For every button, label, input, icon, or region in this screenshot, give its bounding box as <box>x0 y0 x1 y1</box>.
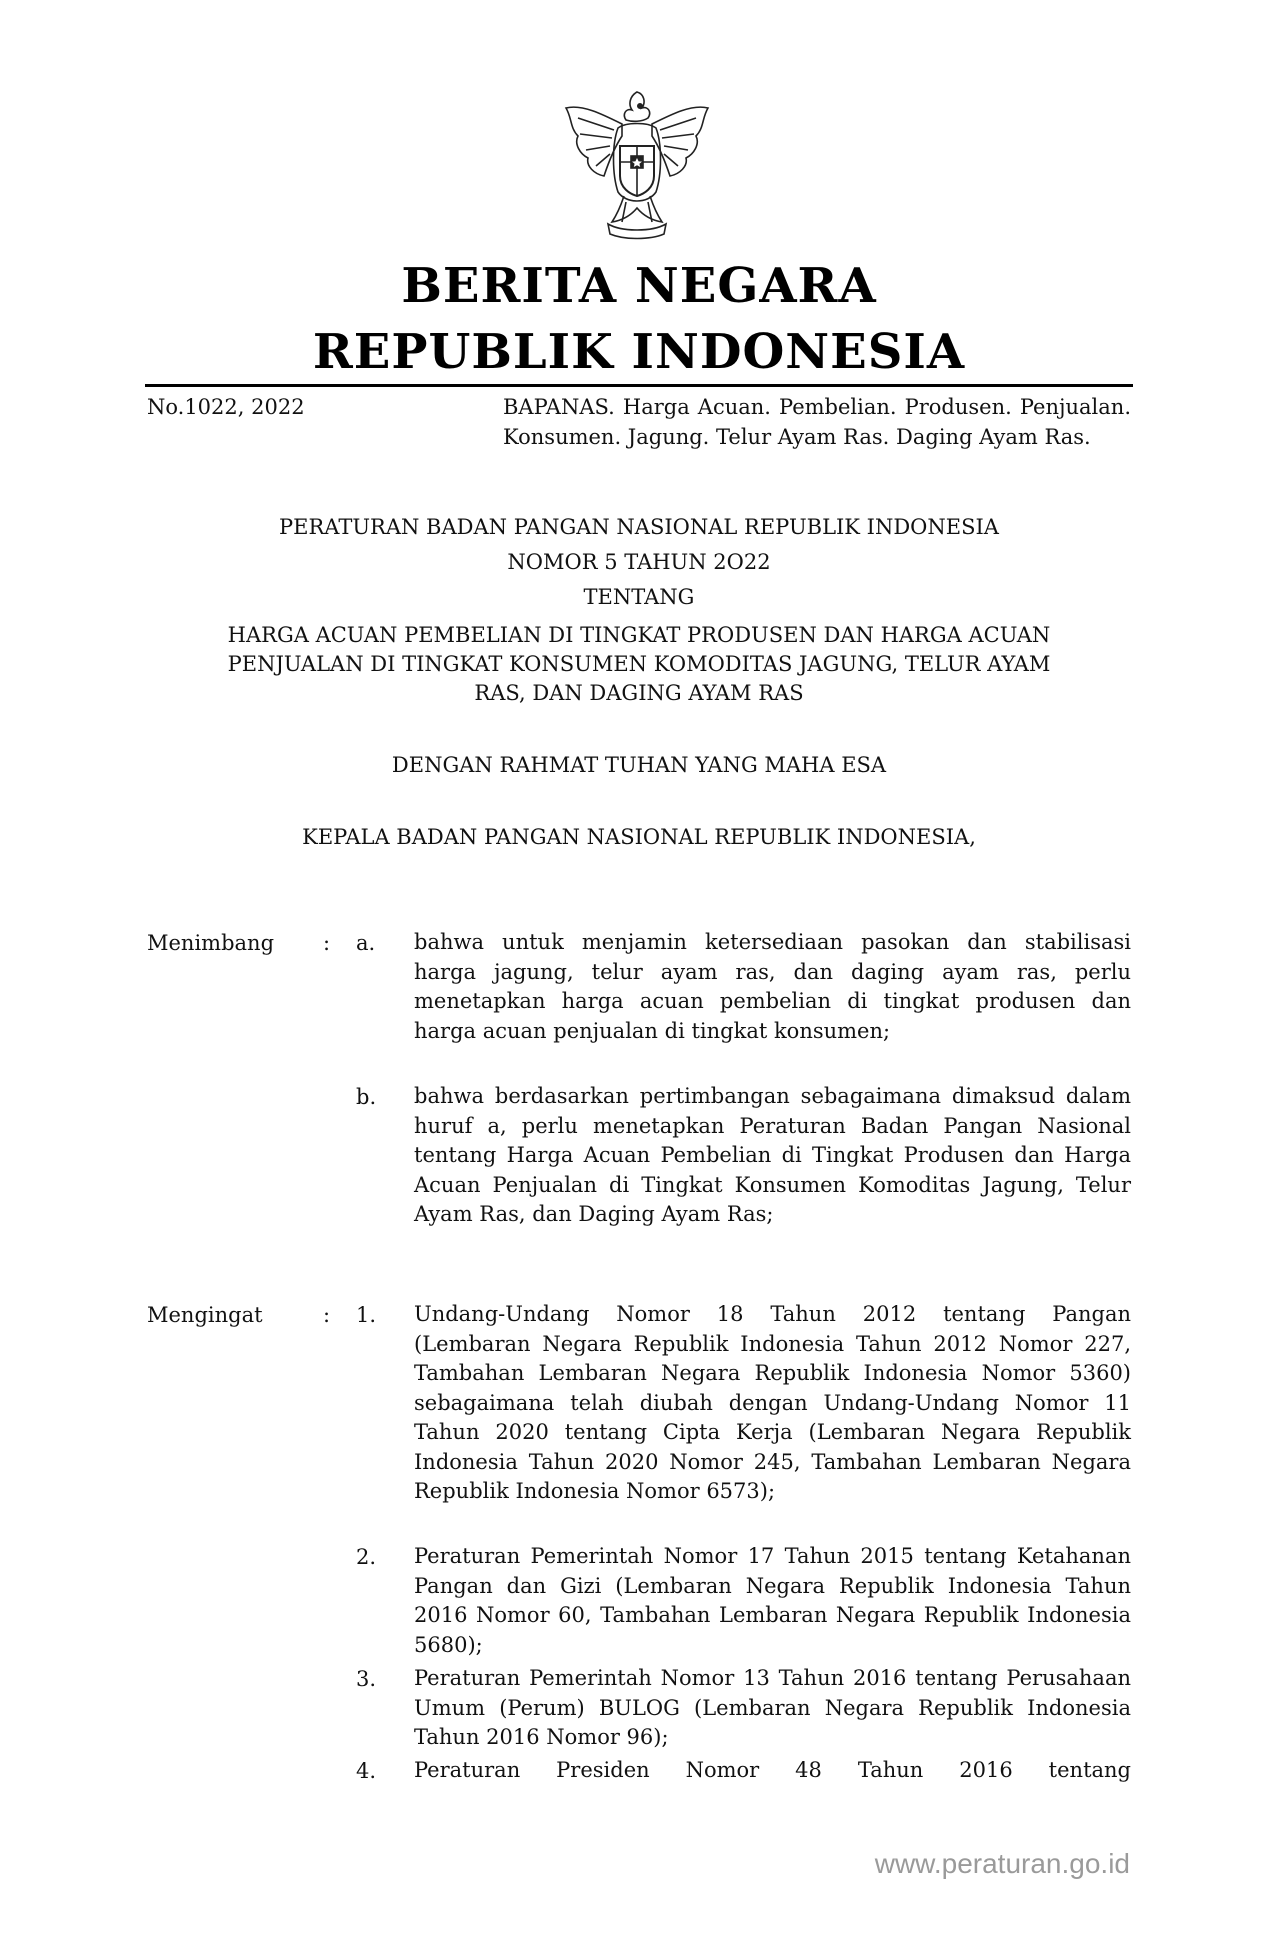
list-item: Undang-Undang Nomor 18 Tahun 2012 tentang Pangan (Lembaran Negara Republik Indonesia Tahun 2012 Nomor 227, Tambahan Lembaran Negara Republik Indonesia Nomor 5360) sebagaimana telah diubah dengan Undang-Undang Nomor 11 Tahun 2020 tentang Cipta Kerja (Lembaran Negara Republik Indonesia Tahun 2020 Nomor 245, Tambahan Lembaran Negara Republik Indonesia Nomor 6573); <box>414 1302 1131 1503</box>
mengingat-colon: : <box>323 1303 331 1327</box>
website-watermark: www.peraturan.go.id <box>874 1848 1130 1879</box>
issuing-authority: KEPALA BADAN PANGAN NASIONAL REPUBLIK INDONESIA, <box>302 825 976 849</box>
regulation-subject-line: RAS, DAN DAGING AYAM RAS <box>474 681 804 705</box>
menimbang-colon: : <box>323 931 331 955</box>
list-marker: 1. <box>356 1303 377 1327</box>
document-subject: BAPANAS. Harga Acuan. Pembelian. Produsen. Penjualan. Konsumen. Jagung. Telur Ayam Ras. Daging Ayam Ras. <box>503 395 1131 449</box>
document-number: No.1022, 2022 <box>147 395 305 419</box>
list-item: bahwa untuk menjamin ketersediaan pasokan dan stabilisasi harga jagung, telur ayam ras, dan daging ayam ras, perlu menetapkan harga acuan pembelian di tingkat produsen dan harga acuan penjualan di tingkat konsumen; <box>414 930 1131 1043</box>
regulation-number: NOMOR 5 TAHUN 2O22 <box>507 550 771 574</box>
masthead-rule <box>145 384 1133 387</box>
list-item: Peraturan Presiden Nomor 48 Tahun 2016 tentang <box>414 1758 1131 1782</box>
regulation-about: TENTANG <box>583 585 695 609</box>
list-marker: a. <box>356 931 376 955</box>
masthead-subtitle: REPUBLIK INDONESIA <box>312 324 966 380</box>
menimbang-label: Menimbang <box>147 931 275 955</box>
list-item: bahwa berdasarkan pertimbangan sebagaimana dimaksud dalam huruf a, perlu menetapkan Peraturan Badan Pangan Nasional tentang Harga Acuan Pembelian di Tingkat Produsen dan Harga Acuan Penjualan di Tingkat Konsumen Komoditas Jagung, Telur Ayam Ras, dan Daging Ayam Ras; <box>414 1084 1131 1226</box>
mengingat-label: Mengingat <box>147 1303 263 1327</box>
list-marker: 4. <box>356 1759 377 1783</box>
regulation-subject-line: PENJUALAN DI TINGKAT KONSUMEN KOMODITAS JAGUNG, TELUR AYAM <box>227 652 1051 676</box>
list-item: Peraturan Pemerintah Nomor 13 Tahun 2016 tentang Perusahaan Umum (Perum) BULOG (Lembaran Negara Republik Indonesia Tahun 2016 Nomor 96); <box>414 1666 1131 1749</box>
garuda-emblem <box>552 84 722 244</box>
list-marker: b. <box>356 1085 377 1109</box>
list-item: Peraturan Pemerintah Nomor 17 Tahun 2015 tentang Ketahanan Pangan dan Gizi (Lembaran Negara Republik Indonesia Tahun 2016 Nomor 60, Tambahan Lembaran Negara Republik Indonesia 5680); <box>414 1544 1131 1657</box>
regulation-title: PERATURAN BADAN PANGAN NASIONAL REPUBLIK INDONESIA <box>279 515 999 539</box>
regulation-subject-line: HARGA ACUAN PEMBELIAN DI TINGKAT PRODUSEN DAN HARGA ACUAN <box>227 623 1051 647</box>
list-marker: 2. <box>356 1545 377 1569</box>
list-marker: 3. <box>356 1667 377 1691</box>
masthead-title: BERITA NEGARA <box>401 258 877 314</box>
invocation: DENGAN RAHMAT TUHAN YANG MAHA ESA <box>391 753 887 777</box>
